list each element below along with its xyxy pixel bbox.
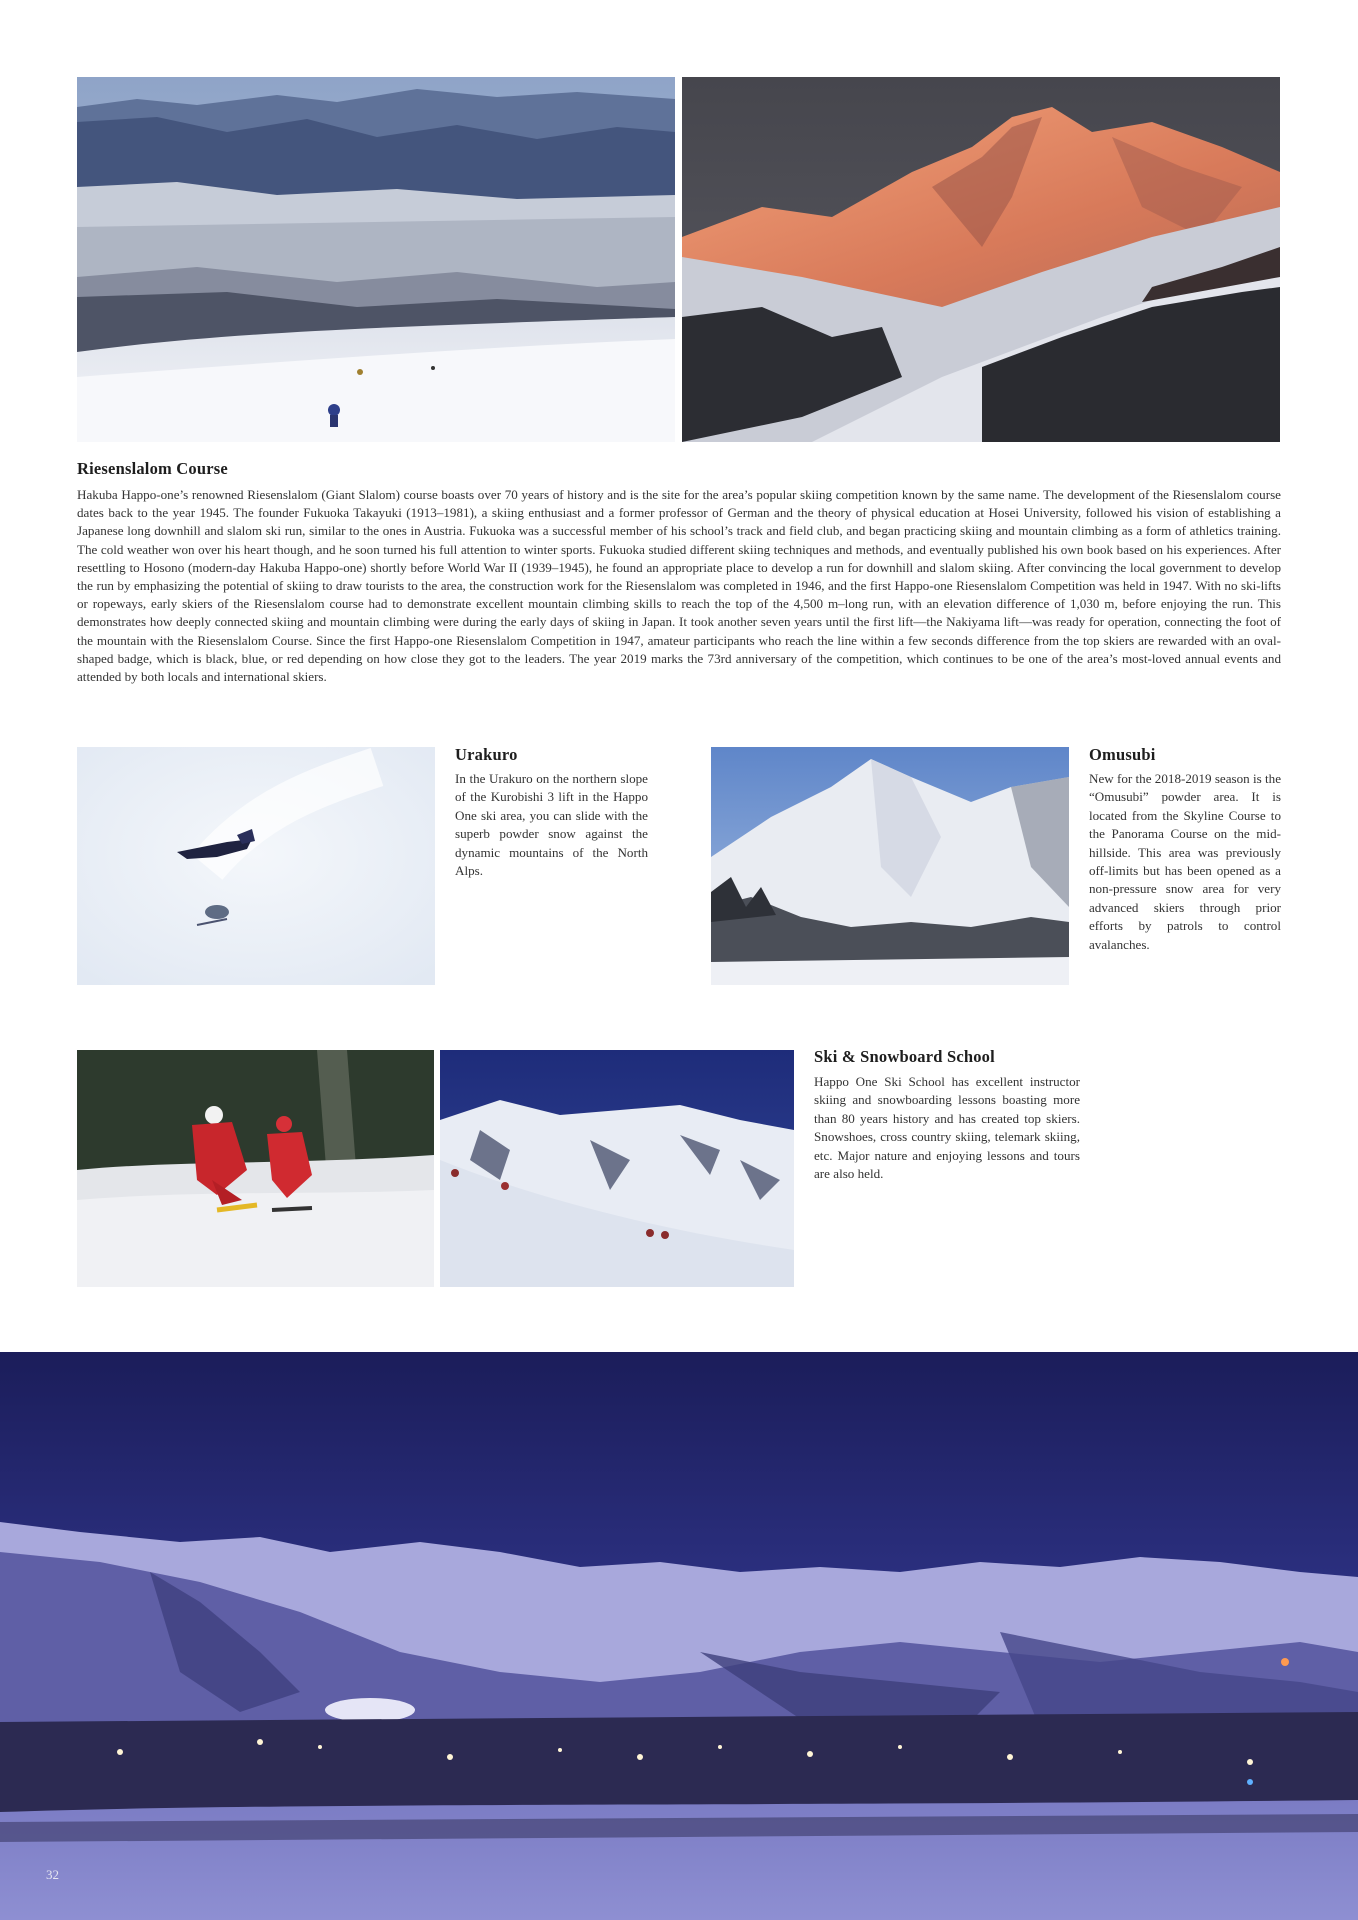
urakuro-powder-skier-photo xyxy=(77,747,435,985)
riesenslalom-body: Hakuba Happo-one’s renowned Riesenslalom (Giant Slalom) course boasts over 70 years of history and is the site for the area’s popular skiing competition known by the same name. The development of the Riesenslalom course dates back to the year 1945. The founder Fukuoka Takayuki (1913–1981), a skiing enthusiast and a former professor of German and the theory of physical education at Hosei University, followed his vision of establishing a Japanese long downhill and slalom ski run, similar to the ones in Austria. Fukuoka was a successful member of his school’s track and field club, and began practicing skiing and mountain climbing as a form of athletics training. The cold weather won over his heart though, and he soon turned his full attention to winter sports. Fukuoka studied different skiing techniques and methods, and eventually published his own book based on his experiences. After resettling to Hosono (modern-day Hakuba Happo-one) shortly before World War II (1939–1945), he found an appropriate place to develop a run for downhill and slalom skiing. After convincing the local government to develop the run by emphasizing the potential of skiing to draw tourists to the area, the construction work for the Riesenslalom was completed in 1946, and the first Happo-one Riesenslalom Competition was held in 1947. With no ski-lifts or ropeways, early skiers of the Riesenslalom course had to demonstrate excellent mountain climbing skills to reach the top of the 4,500 m–long run, with an elevation difference of 1,030 m, before enjoying the run. This demonstrates how deeply connected skiing and mountain climbing were during the early days of skiing in Japan. It took another seven years until the first lift—the Nakiyama lift—was ready for operation, connecting the foot of the mountain with the Riesenslalom Course. Since the first Happo-one Riesenslalom Competition in 1947, amateur participants who reach the line within a few seconds difference from the top skiers are rewarded with an oval-shaped badge, which is black, blue, or red depending on how close they got to the leaders. The year 2019 marks the 73rd anniversary of the competition, which continues to be one of the area’s most-loved annual events and attended by both locals and international skiers. xyxy=(77,487,1281,685)
sunset-mountain-peak-photo xyxy=(682,77,1280,442)
omusubi-snow-peak-photo xyxy=(711,747,1069,985)
school-body: Happo One Ski School has excellent instructor skiing and snowboarding lessons boasting more than 80 years history and has created top skiers. Snowshoes, cross country skiing, telemark skiing, etc. Major nature and enjoying lessons and tours are also held. xyxy=(814,1074,1080,1182)
ski-slope-valley-photo xyxy=(77,77,675,442)
school-title: Ski & Snowboard School xyxy=(814,1047,995,1066)
ski-school-mountain-skiers-photo xyxy=(440,1050,794,1287)
riesenslalom-title: Riesenslalom Course xyxy=(77,459,228,478)
omusubi-body: New for the 2018-2019 season is the “Omusubi” powder area. It is located from the Skyline Course to the Panorama Course on the mid-hillside. This area was previously off-limits but has been opened as a non-pressure snow area for very advanced skiers through prior efforts by patrols to control avalanches. xyxy=(1089,771,1282,952)
ski-school-instructors-photo xyxy=(77,1050,434,1287)
omusubi-title: Omusubi xyxy=(1089,745,1156,764)
urakuro-body: In the Urakuro on the northern slope of the Kurobishi 3 lift in the Happo One ski area, you can slide with the superb powder snow against the dynamic mountains of the North Alps. xyxy=(455,771,648,879)
page-number: 32 xyxy=(46,1867,59,1882)
urakuro-title: Urakuro xyxy=(455,745,518,764)
hakuba-night-panorama-photo xyxy=(0,1352,1358,1920)
